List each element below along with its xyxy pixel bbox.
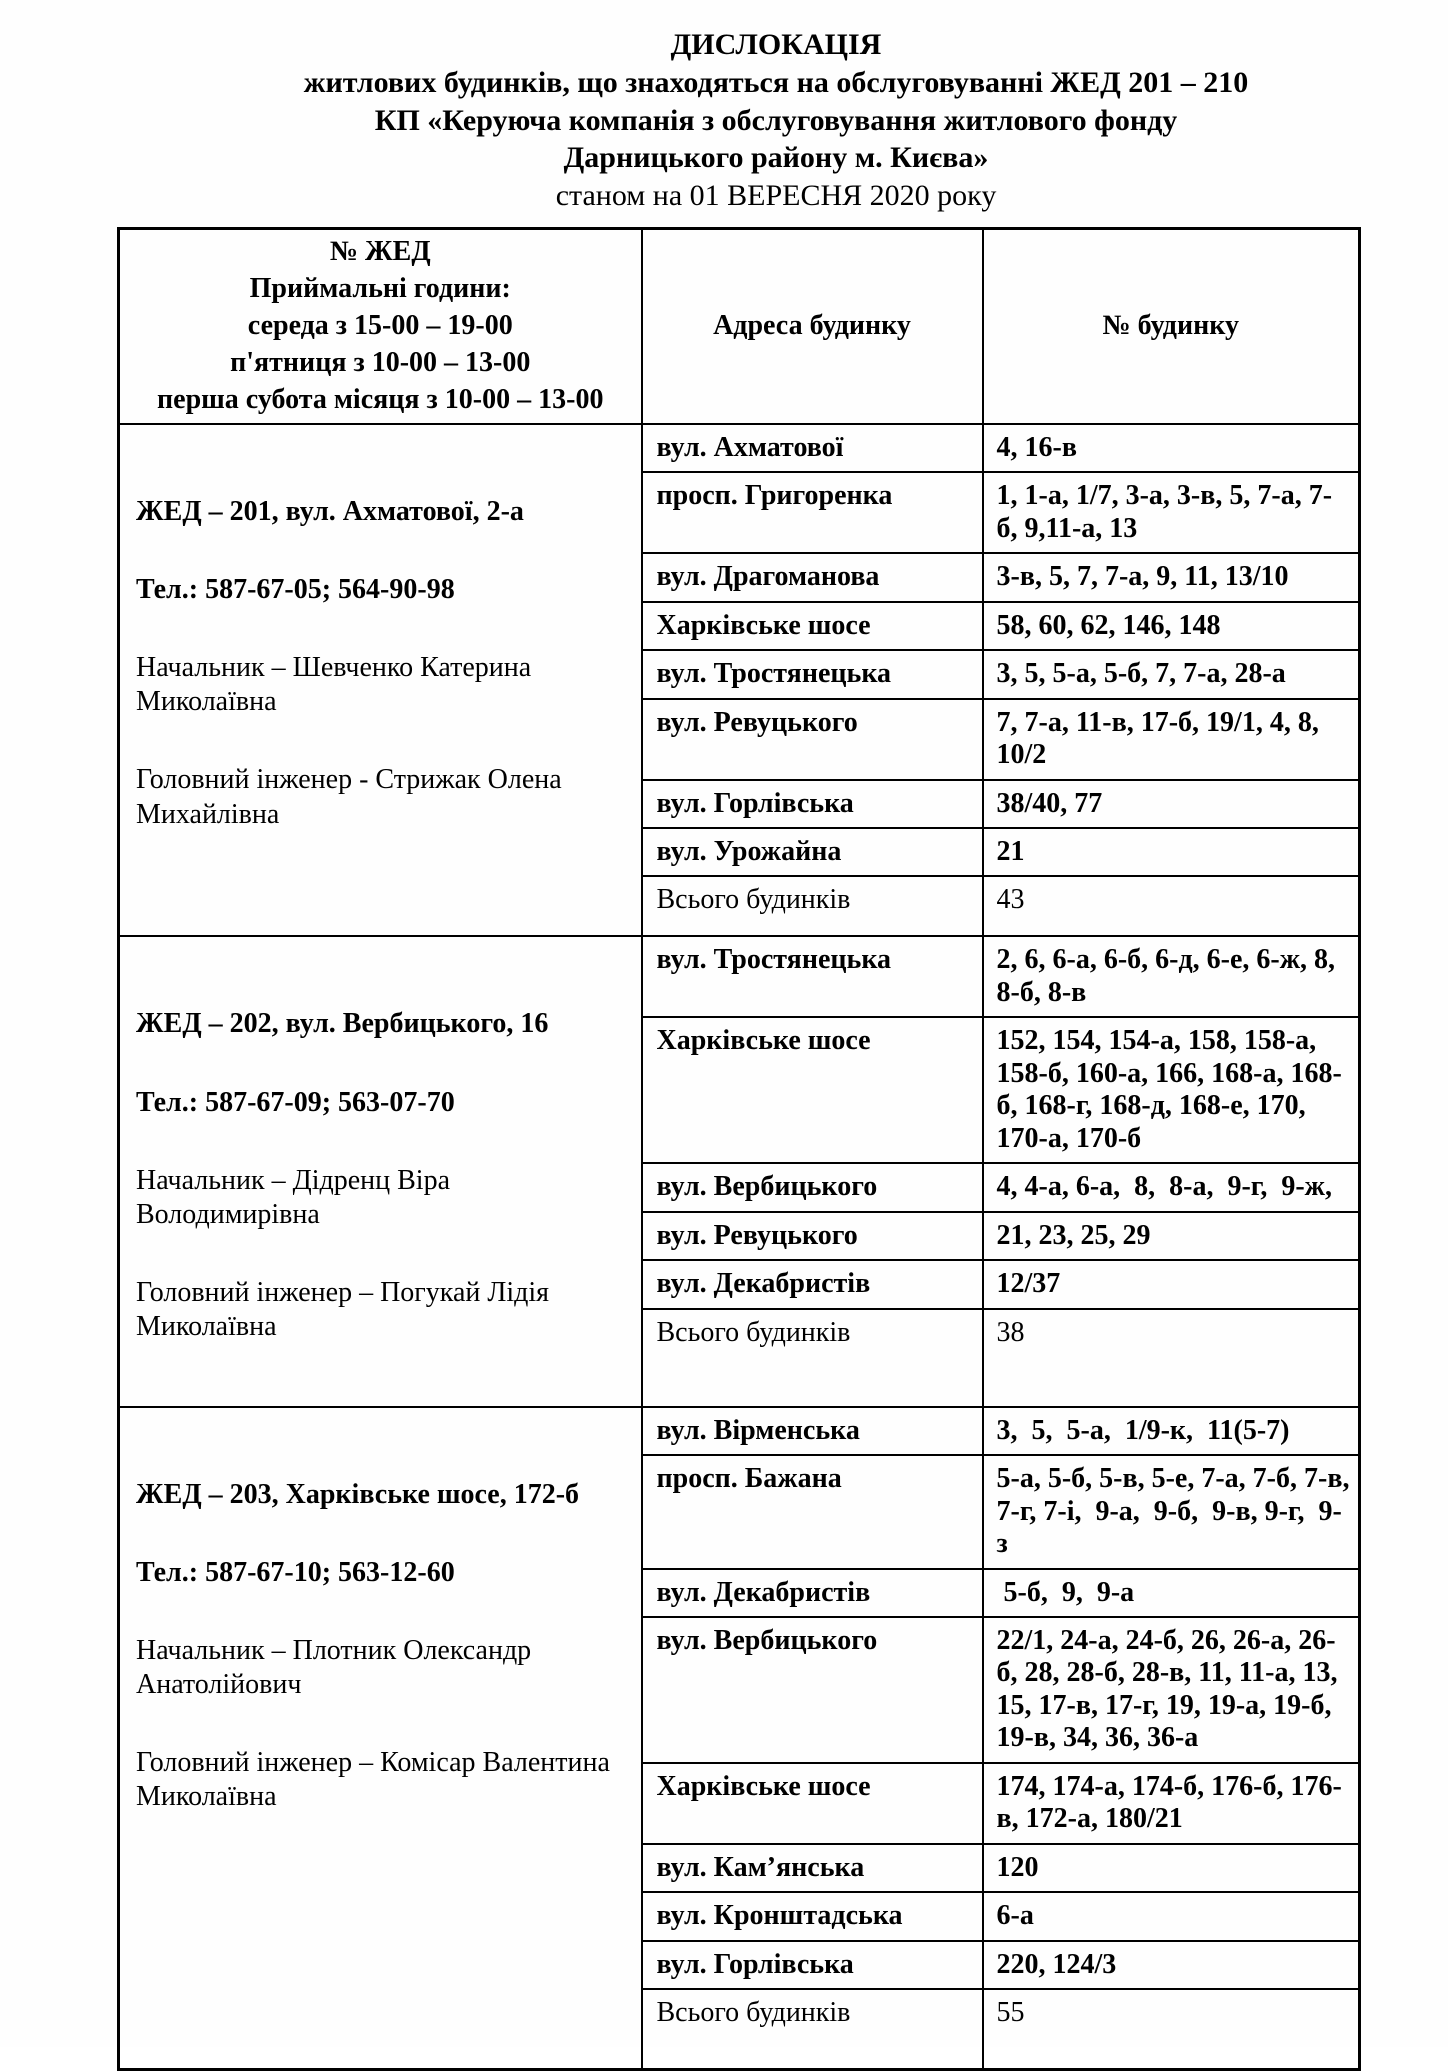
- address-row: [119, 936, 1360, 1017]
- street-cell: вул. Вірменська: [642, 1407, 983, 1455]
- document-title: ДИСЛОКАЦІЯ: [670, 28, 882, 61]
- header-building-number-cell: № будинку: [983, 228, 1360, 423]
- street-cell: вул. Кронштадська: [642, 1892, 983, 1940]
- total-value-cell: 38: [983, 1309, 1360, 1407]
- street-cell: вул. Кам’янська: [642, 1844, 983, 1892]
- office-info-cell-zhed-202: [119, 936, 642, 1406]
- header-hours-label: Приймальні години:: [249, 272, 511, 304]
- office-name-line: ЖЕД – 203, Харківське шосе, 172-б: [136, 1478, 580, 1510]
- document-date-line: станом на 01 ВЕРЕСНЯ 2020 року: [555, 179, 997, 213]
- street-cell: Харківське шосе: [642, 602, 983, 650]
- document-title-block: [104, 0, 1448, 215]
- numbers-cell: 4, 16-в: [983, 424, 1360, 472]
- street-cell: просп. Бажана: [642, 1455, 983, 1568]
- address-row: [119, 1407, 1360, 1455]
- numbers-cell: 3, 5, 5-а, 5-б, 7, 7-а, 28-а: [983, 650, 1360, 698]
- header-zhed-hours-cell: [119, 228, 642, 423]
- street-cell: вул. Ревуцького: [642, 699, 983, 780]
- street-cell: вул. Драгоманова: [642, 553, 983, 601]
- office-phone-line: Тел.: 587-67-10; 563-12-60: [136, 1556, 455, 1588]
- numbers-cell: 6-а: [983, 1892, 1360, 1940]
- numbers-cell: 58, 60, 62, 146, 148: [983, 602, 1360, 650]
- street-cell: вул. Тростянецька: [642, 936, 983, 1017]
- office-phone-line: Тел.: 587-67-05; 564-90-98: [136, 573, 455, 605]
- total-label-cell: Всього будинків: [642, 1309, 983, 1407]
- street-cell: вул. Урожайна: [642, 828, 983, 876]
- numbers-cell: 12/37: [983, 1260, 1360, 1308]
- numbers-cell: 2, 6, 6-а, 6-б, 6-д, 6-е, 6-ж, 8, 8-б, 8-в: [983, 936, 1360, 1017]
- street-cell: вул. Декабристів: [642, 1569, 983, 1617]
- numbers-cell: 5-а, 5-б, 5-в, 5-е, 7-а, 7-б, 7-в, 7-г, 7-і, 9-а, 9-б, 9-в, 9-г, 9-з: [983, 1455, 1360, 1568]
- numbers-cell: 3-в, 5, 7, 7-а, 9, 11, 13/10: [983, 553, 1360, 601]
- office-engineer-line: Головний інженер – Погукай Лідія Миколаївна: [136, 1277, 550, 1343]
- numbers-cell: 120: [983, 1844, 1360, 1892]
- office-engineer-line: Головний інженер – Комісар Валентина Миколаївна: [136, 1747, 610, 1813]
- office-chief-line: Начальник – Дідренц Віра Володимирівна: [136, 1164, 451, 1230]
- table-group-zhed-202: [119, 936, 1360, 1406]
- table-header: [119, 228, 1360, 423]
- total-label-cell: Всього будинків: [642, 1989, 983, 2070]
- office-chief-line: Начальник – Плотник Олександр Анатолійович: [136, 1634, 532, 1701]
- total-value-cell: 43: [983, 876, 1360, 936]
- document-subtitle-2: КП «Керуюча компанія з обслуговування житлового фонду: [374, 103, 1178, 137]
- header-hours-friday: п'ятниця з 10-00 – 13-00: [230, 346, 531, 378]
- header-zhed-line: № ЖЕД: [329, 235, 431, 267]
- document-subtitle-1: житлових будинків, що знаходяться на обслуговуванні ЖЕД 201 – 210: [303, 65, 1249, 99]
- total-label-cell: Всього будинків: [642, 876, 983, 936]
- document-subtitle-3: Дарницького району м. Києва»: [563, 141, 989, 175]
- numbers-cell: 4, 4-а, 6-а, 8, 8-а, 9-г, 9-ж,: [983, 1163, 1360, 1211]
- street-cell: Харківське шосе: [642, 1763, 983, 1844]
- header-hours-saturday: перша субота місяця з 10-00 – 13-00: [157, 383, 604, 415]
- numbers-cell: 1, 1-а, 1/7, 3-а, 3-в, 5, 7-а, 7-б, 9,11-а, 13: [983, 472, 1360, 553]
- street-cell: Харківське шосе: [642, 1017, 983, 1163]
- dislocation-table: [117, 227, 1361, 2071]
- total-value-cell: 55: [983, 1989, 1360, 2070]
- street-cell: вул. Тростянецька: [642, 650, 983, 698]
- numbers-cell: 220, 124/3: [983, 1941, 1360, 1989]
- street-cell: вул. Горлівська: [642, 780, 983, 828]
- office-chief-line: Начальник – Шевченко Катерина Миколаївна: [136, 652, 532, 718]
- header-address-cell: Адреса будинку: [642, 228, 983, 423]
- table-header-row: [119, 228, 1360, 423]
- street-cell: вул. Ревуцького: [642, 1212, 983, 1260]
- table-group-zhed-201: [119, 424, 1360, 937]
- office-phone-line: Тел.: 587-67-09; 563-07-70: [136, 1086, 455, 1118]
- header-hours-wednesday: середа з 15-00 – 19-00: [247, 309, 513, 341]
- address-row: [119, 424, 1360, 472]
- numbers-cell: 22/1, 24-а, 24-б, 26, 26-а, 26-б, 28, 28-б, 28-в, 11, 11-а, 13, 15, 17-в, 17-г, 19, 19-а, 19-б, 19-в, 34, 36, 36-а: [983, 1617, 1360, 1763]
- street-cell: просп. Григоренка: [642, 472, 983, 553]
- street-cell: вул. Декабристів: [642, 1260, 983, 1308]
- office-info-cell-zhed-201: [119, 424, 642, 937]
- numbers-cell: 7, 7-а, 11-в, 17-б, 19/1, 4, 8, 10/2: [983, 699, 1360, 780]
- office-name-line: ЖЕД – 201, вул. Ахматової, 2-а: [136, 495, 524, 527]
- numbers-cell: 38/40, 77: [983, 780, 1360, 828]
- numbers-cell: 5-б, 9, 9-а: [983, 1569, 1360, 1617]
- street-cell: вул. Ахматової: [642, 424, 983, 472]
- office-engineer-line: Головний інженер - Стрижак Олена Михайлівна: [136, 764, 562, 830]
- office-info-cell-zhed-203: [119, 1407, 642, 2070]
- street-cell: вул. Вербицького: [642, 1617, 983, 1763]
- numbers-cell: 21, 23, 25, 29: [983, 1212, 1360, 1260]
- office-name-line: ЖЕД – 202, вул. Вербицького, 16: [136, 1008, 549, 1040]
- street-cell: вул. Горлівська: [642, 1941, 983, 1989]
- numbers-cell: 174, 174-а, 174-б, 176-б, 176-в, 172-а, 180/21: [983, 1763, 1360, 1844]
- numbers-cell: 21: [983, 828, 1360, 876]
- table-group-zhed-203: [119, 1407, 1360, 2070]
- street-cell: вул. Вербицького: [642, 1163, 983, 1211]
- numbers-cell: 152, 154, 154-а, 158, 158-а, 158-б, 160-а, 166, 168-а, 168-б, 168-г, 168-д, 168-е, 170, 170-а, 170-б: [983, 1017, 1360, 1163]
- numbers-cell: 3, 5, 5-а, 1/9-к, 11(5-7): [983, 1407, 1360, 1455]
